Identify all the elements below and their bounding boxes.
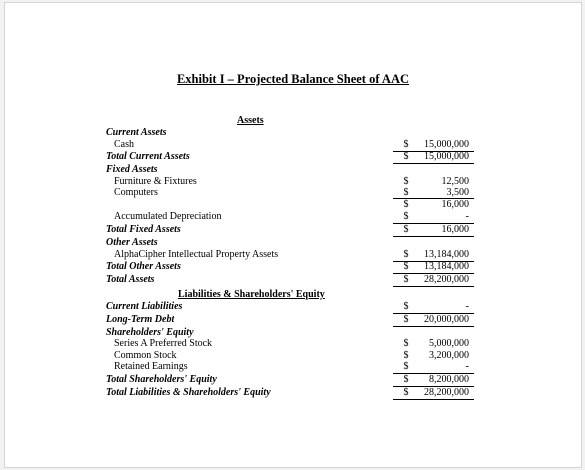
- row-label: Total Liabilities & Shareholders' Equity: [106, 387, 271, 398]
- row-label: Other Assets: [106, 237, 158, 248]
- row-label: Total Assets: [106, 274, 155, 285]
- row-amount: 16,000: [441, 199, 469, 210]
- row-amount: 3,500: [446, 187, 469, 198]
- currency-symbol: $: [403, 350, 409, 361]
- currency-symbol: $: [403, 249, 409, 260]
- currency-symbol: $: [403, 224, 409, 235]
- assets-heading: Assets: [237, 115, 264, 126]
- row-total-shareholders-equity: [5, 374, 581, 386]
- row-computers: [5, 187, 581, 199]
- row-current-assets: [5, 127, 581, 139]
- row-amount: 15,000,000: [424, 151, 469, 162]
- row-amount: 13,184,000: [424, 249, 469, 260]
- row-retained-earnings: [5, 361, 581, 373]
- row-label: Computers: [114, 187, 158, 198]
- row-total-assets: [5, 274, 581, 286]
- currency-symbol: $: [403, 151, 409, 162]
- document-page: [4, 2, 582, 468]
- row-fixed-subtotal: [5, 199, 581, 211]
- currency-symbol: $: [403, 176, 409, 187]
- row-label: Long-Term Debt: [106, 314, 175, 325]
- row-label: Total Current Assets: [106, 151, 190, 162]
- row-label: Total Shareholders' Equity: [106, 374, 217, 385]
- row-label: Retained Earnings: [114, 361, 188, 372]
- currency-symbol: $: [403, 301, 409, 312]
- row-total-other-assets: [5, 261, 581, 273]
- underline: [393, 399, 474, 400]
- row-total-current-assets: [5, 151, 581, 163]
- row-label: Cash: [114, 139, 134, 150]
- currency-symbol: $: [403, 374, 409, 385]
- row-amount: -: [465, 361, 469, 372]
- row-label: Current Assets: [106, 127, 167, 138]
- row-label: Current Liabilities: [106, 301, 183, 312]
- row-label: Total Other Assets: [106, 261, 181, 272]
- row-accumulated-depreciation: [5, 211, 581, 223]
- row-amount: 28,200,000: [424, 274, 469, 285]
- row-total-liabilities-equity: [5, 387, 581, 399]
- row-fixed-assets: [5, 164, 581, 176]
- currency-symbol: $: [403, 261, 409, 272]
- row-label: Series A Preferred Stock: [114, 338, 213, 349]
- currency-symbol: $: [403, 338, 409, 349]
- row-amount: 20,000,000: [424, 314, 469, 325]
- row-amount: 12,500: [441, 176, 469, 187]
- document-title: Exhibit I – Projected Balance Sheet of AAC: [176, 72, 410, 86]
- row-amount: 15,000,000: [424, 139, 469, 150]
- row-amount: 3,200,000: [429, 350, 469, 361]
- row-total-fixed-assets: [5, 224, 581, 236]
- row-long-term-debt: [5, 314, 581, 326]
- row-amount: -: [465, 211, 469, 222]
- currency-symbol: $: [403, 187, 409, 198]
- row-label: Shareholders' Equity: [106, 327, 194, 338]
- liabilities-heading: Liabilities & Shareholders' Equity: [178, 289, 325, 300]
- row-amount: 28,200,000: [424, 387, 469, 398]
- row-label: Total Fixed Assets: [106, 224, 181, 235]
- row-label: Furniture & Fixtures: [114, 176, 197, 187]
- currency-symbol: $: [403, 387, 409, 398]
- row-other-assets: [5, 237, 581, 249]
- row-amount: 13,184,000: [424, 261, 469, 272]
- row-label: Accumulated Depreciation: [114, 211, 222, 222]
- currency-symbol: $: [403, 314, 409, 325]
- row-amount: 16,000: [441, 224, 469, 235]
- row-label: Fixed Assets: [106, 164, 158, 175]
- underline: [393, 286, 474, 287]
- row-series-a: [5, 338, 581, 350]
- currency-symbol: $: [403, 361, 409, 372]
- row-cash: [5, 139, 581, 151]
- currency-symbol: $: [403, 199, 409, 210]
- row-alphacipher: [5, 249, 581, 261]
- row-amount: 5,000,000: [429, 338, 469, 349]
- currency-symbol: $: [403, 274, 409, 285]
- currency-symbol: $: [403, 139, 409, 150]
- row-label: AlphaCipher Intellectual Property Assets: [114, 249, 279, 260]
- row-amount: -: [465, 301, 469, 312]
- currency-symbol: $: [403, 211, 409, 222]
- row-label: Common Stock: [114, 350, 177, 361]
- row-amount: 8,200,000: [429, 374, 469, 385]
- row-current-liabilities: [5, 301, 581, 313]
